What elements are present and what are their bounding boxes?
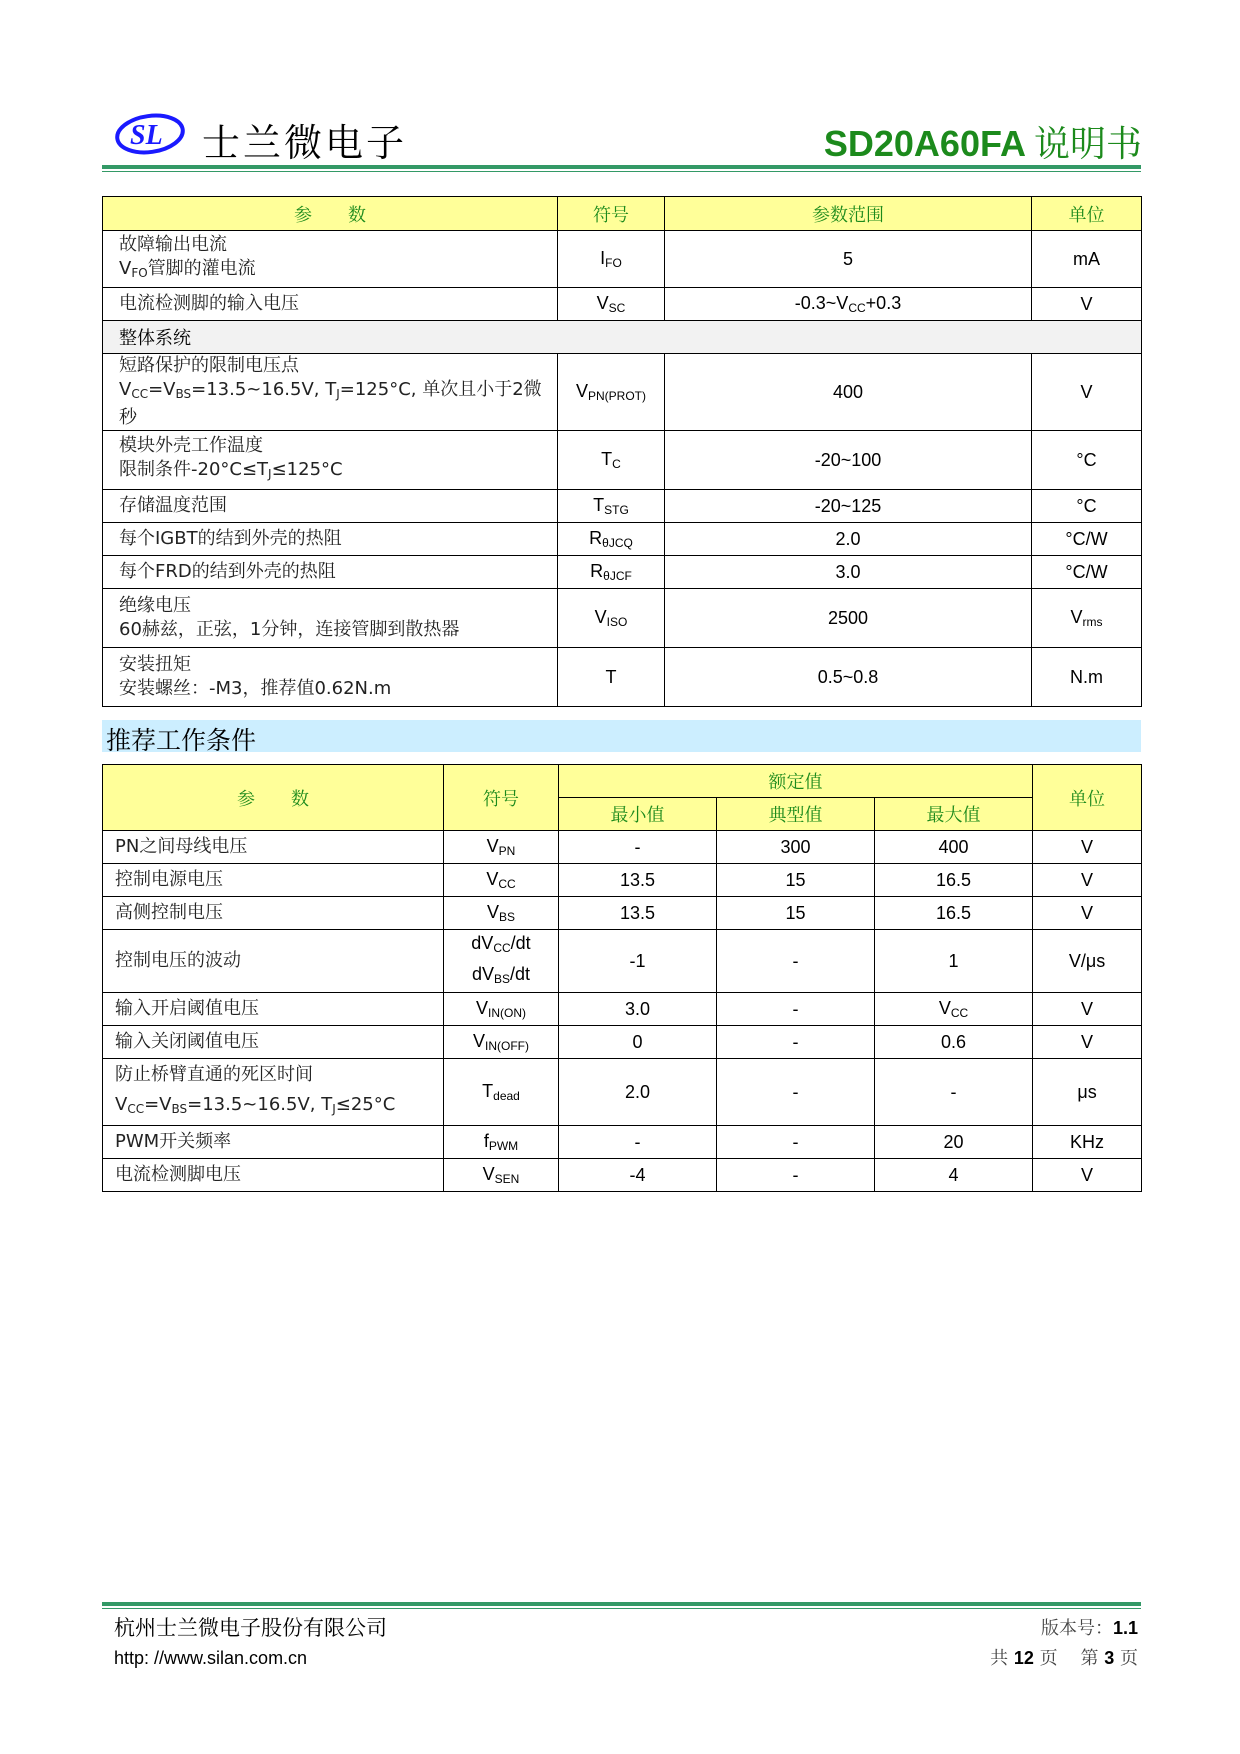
param-cell: 电流检测脚电压 <box>103 1159 444 1192</box>
param-cell: 绝缘电压 60赫兹，正弦，1分钟，连接管脚到散热器 <box>103 589 558 648</box>
table-row <box>103 831 1142 864</box>
param-cell: 控制电压的波动 <box>103 930 444 993</box>
section-label: 整体系统 <box>103 321 1142 354</box>
unit-cell: μs <box>1033 1059 1142 1126</box>
unit-cell: V <box>1033 993 1142 1026</box>
symbol-cell: $T_{STG}$ <box>558 490 665 523</box>
max-cell: 400 <box>875 831 1033 864</box>
min-cell: 3.0 <box>559 993 717 1026</box>
unit-cell: mA <box>1032 231 1142 288</box>
table-row <box>103 556 1142 589</box>
footer-website-link[interactable]: http: //www.silan.com.cn <box>114 1648 308 1668</box>
table-row <box>103 993 1142 1026</box>
value-cell: $-0.3\sim V_{CC}+0.3$ <box>665 288 1032 321</box>
table-row <box>103 1159 1142 1192</box>
footer-company-name: 杭州士兰微电子股份有限公司 <box>114 1616 387 1640</box>
recommended-conditions-table <box>102 764 1142 1192</box>
svg-text:SL: SL <box>130 120 163 151</box>
max-cell: 20 <box>875 1126 1033 1159</box>
unit-cell: KHz <box>1033 1126 1142 1159</box>
table-header-row <box>103 197 1142 231</box>
section-title: 推荐工作条件 <box>106 726 257 755</box>
value-cell: 2.0 <box>665 523 1032 556</box>
unit-cell: V <box>1033 1026 1142 1059</box>
doc-suffix: 说明书 <box>1033 124 1142 165</box>
symbol-cell: $V_{ISO}$ <box>558 589 665 648</box>
symbol-cell: $V_{SEN}$ <box>444 1159 559 1192</box>
param-cell: 短路保护的限制电压点 $V_{CC}=V_{BS}=13.5\sim 16.5V$, $T_J=125^\circ C$, 单次且小于2微秒 <box>103 354 558 431</box>
param-cell: 故障输出电流 $V_{FO}$管脚的灌电流 <box>103 231 558 288</box>
min-cell: 13.5 <box>559 864 717 897</box>
unit-cell: °C/W <box>1032 523 1142 556</box>
typ-cell: - <box>717 1026 875 1059</box>
unit-cell: V <box>1033 864 1142 897</box>
document-title <box>824 116 1142 167</box>
max-cell: - <box>875 1059 1033 1126</box>
doc-model: SD20A60FA <box>823 123 1026 164</box>
symbol-cell: $V_{PN}$ <box>444 831 559 864</box>
value-cell: 5 <box>665 231 1032 288</box>
section-row <box>103 321 1142 354</box>
unit-cell: °C <box>1032 431 1142 490</box>
unit-cell: V <box>1033 831 1142 864</box>
max-cell: 1 <box>875 930 1033 993</box>
param-cell: 每个FRD的结到外壳的热阻 <box>103 556 558 589</box>
col-header-symbol: 符号 <box>558 197 665 231</box>
table-header-row <box>103 765 1142 798</box>
col-header-range: 参数范围 <box>665 197 1032 231</box>
min-cell: 13.5 <box>559 897 717 930</box>
param-cell: PN之间母线电压 <box>103 831 444 864</box>
unit-cell: V <box>1032 288 1142 321</box>
header-rule-thin <box>102 171 1141 172</box>
table-row <box>103 490 1142 523</box>
unit-cell: °C/W <box>1032 556 1142 589</box>
table-row <box>103 288 1142 321</box>
min-cell: 2.0 <box>559 1059 717 1126</box>
footer-rule-thick <box>102 1602 1141 1606</box>
symbol-cell: $V_{IN(OFF)}$ <box>444 1026 559 1059</box>
unit-cell: V <box>1033 1159 1142 1192</box>
table-row <box>103 1026 1142 1059</box>
silan-logo-icon <box>114 112 186 156</box>
footer-rule-thin <box>102 1608 1141 1609</box>
param-cell: 安装扭矩 安装螺丝：-M3，推荐值0.62N.m <box>103 648 558 707</box>
absolute-max-ratings-table <box>102 196 1142 707</box>
table-row <box>103 897 1142 930</box>
table-row <box>103 648 1142 707</box>
unit-cell: V <box>1033 897 1142 930</box>
table-row <box>103 231 1142 288</box>
unit-cell: °C <box>1032 490 1142 523</box>
col-header-typ: 典型值 <box>717 798 875 831</box>
value-cell: -20~100 <box>665 431 1032 490</box>
section-banner-recommended-conditions <box>102 720 1141 755</box>
param-cell: 电流检测脚的输入电压 <box>103 288 558 321</box>
symbol-cell: $dV_{CC}/dt$ $dV_{BS}/dt$ <box>444 930 559 993</box>
symbol-cell: $V_{BS}$ <box>444 897 559 930</box>
symbol-cell: $T_C$ <box>558 431 665 490</box>
param-cell: 高侧控制电压 <box>103 897 444 930</box>
symbol-cell: T <box>558 648 665 707</box>
unit-cell: V <box>1032 354 1142 431</box>
typ-cell: - <box>717 930 875 993</box>
footer-page-info <box>990 1614 1138 1674</box>
col-header-param: 参 数 <box>103 765 444 831</box>
symbol-cell: $f_{PWM}$ <box>444 1126 559 1159</box>
param-cell: 每个IGBT的结到外壳的热阻 <box>103 523 558 556</box>
typ-cell: 15 <box>717 864 875 897</box>
param-cell: 存储温度范围 <box>103 490 558 523</box>
param-cell: PWM开关频率 <box>103 1126 444 1159</box>
max-cell: $V_{CC}$ <box>875 993 1033 1026</box>
value-cell: 2500 <box>665 589 1032 648</box>
max-cell: 16.5 <box>875 897 1033 930</box>
unit-cell: V/μs <box>1033 930 1142 993</box>
header-rule-thick <box>102 165 1141 169</box>
max-cell: 4 <box>875 1159 1033 1192</box>
min-cell: 0 <box>559 1026 717 1059</box>
col-header-unit: 单位 <box>1033 765 1142 831</box>
table-row <box>103 354 1142 431</box>
typ-cell: - <box>717 1126 875 1159</box>
symbol-cell: $V_{SC}$ <box>558 288 665 321</box>
symbol-cell: $R_{\theta JCQ}$ <box>558 523 665 556</box>
company-name: 士兰微电子 <box>202 121 408 165</box>
min-cell: -4 <box>559 1159 717 1192</box>
unit-cell: N.m <box>1032 648 1142 707</box>
version-info: 版本号：1.1 <box>1040 1618 1138 1639</box>
param-cell: 输入关闭阈值电压 <box>103 1026 444 1059</box>
table-row <box>103 864 1142 897</box>
table-row <box>103 431 1142 490</box>
param-cell: 控制电源电压 <box>103 864 444 897</box>
min-cell: - <box>559 1126 717 1159</box>
typ-cell: - <box>717 1059 875 1126</box>
footer-company-info <box>114 1612 387 1669</box>
symbol-cell: $V_{CC}$ <box>444 864 559 897</box>
symbol-cell: $T_{dead}$ <box>444 1059 559 1126</box>
col-header-param: 参 数 <box>103 197 558 231</box>
param-cell: 输入开启阈值电压 <box>103 993 444 1026</box>
value-cell: 3.0 <box>665 556 1032 589</box>
symbol-cell: $V_{IN(ON)}$ <box>444 993 559 1026</box>
value-cell: 0.5~0.8 <box>665 648 1032 707</box>
min-cell: -1 <box>559 930 717 993</box>
typ-cell: - <box>717 1159 875 1192</box>
typ-cell: 15 <box>717 897 875 930</box>
col-header-unit: 单位 <box>1032 197 1142 231</box>
max-cell: 16.5 <box>875 864 1033 897</box>
symbol-cell: $V_{PN(PROT)}$ <box>558 354 665 431</box>
value-cell: 400 <box>665 354 1032 431</box>
typ-cell: 300 <box>717 831 875 864</box>
col-header-max: 最大值 <box>875 798 1033 831</box>
param-cell: 模块外壳工作温度 限制条件$-20^\circ C\le T_J\le 125^\circ C$ <box>103 431 558 490</box>
table-row <box>103 523 1142 556</box>
page-counter: 共 12 页 第 3 页 <box>990 1648 1138 1669</box>
table-row <box>103 1059 1142 1126</box>
table-row <box>103 1126 1142 1159</box>
col-header-min: 最小值 <box>559 798 717 831</box>
param-cell: 防止桥臂直通的死区时间 $V_{CC}=V_{BS}=13.5\sim 16.5V$, $T_J\le 25^\circ C$ <box>103 1059 444 1126</box>
value-cell: -20~125 <box>665 490 1032 523</box>
table-row <box>103 589 1142 648</box>
symbol-cell: $R_{\theta JCF}$ <box>558 556 665 589</box>
max-cell: 0.6 <box>875 1026 1033 1059</box>
symbol-cell: $I_{FO}$ <box>558 231 665 288</box>
col-header-symbol: 符号 <box>444 765 559 831</box>
unit-cell: $V_{rms}$ <box>1032 589 1142 648</box>
table-row <box>103 930 1142 993</box>
min-cell: - <box>559 831 717 864</box>
col-header-rated: 额定值 <box>559 765 1033 798</box>
typ-cell: - <box>717 993 875 1026</box>
